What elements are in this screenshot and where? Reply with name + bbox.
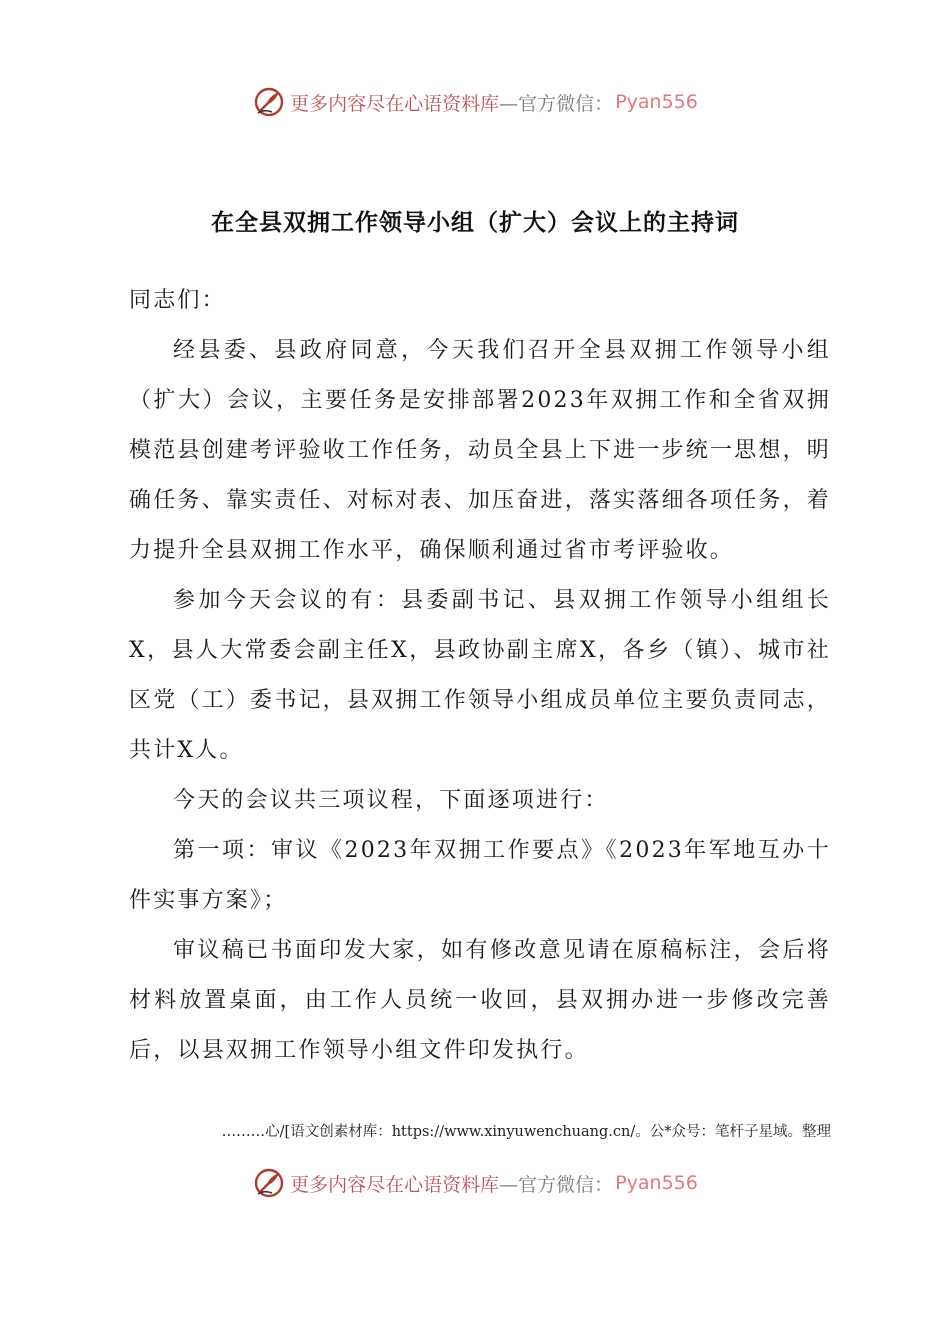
footer-banner — [0, 1163, 950, 1203]
banner-sub-text: —官方微信： — [499, 1173, 614, 1196]
source-line: ………心/[语文创素材库：https://www.xinyuwenchuang.cn/。公*众号：笔杆子星域。整理 — [221, 1124, 831, 1140]
paragraph-4: 第一项：审议《2023年双拥工作要点》《2023年军地互办十件实事方案》； — [129, 838, 831, 913]
paragraph-1: 经县委、县政府同意，今天我们召开全县双拥工作领导小组（扩大）会议，主要任务是安排部署2023年双拥工作和全省双拥模范县创建考评验收工作任务，动员全县上下进一步统一思想，明确任务、靠实责任、对标对表、加压奋进，落实落细各项任务，着力提升全县双拥工作水平，确保顺利通过省市考评验收。 — [129, 338, 831, 563]
paragraph-2: 参加今天会议的有：县委副书记、县双拥工作领导小组组长X，县人大常委会副主任X，县政协副主席X，各乡（镇）、城市社区党（工）委书记，县双拥工作领导小组成员单位主要负责同志，共计X人。 — [129, 588, 831, 763]
document-body — [129, 276, 831, 1076]
paragraph-5: 审议稿已书面印发大家，如有修改意见请在原稿标注，会后将材料放置桌面，由工作人员统一收回，县双拥办进一步修改完善后，以县双拥工作领导小组文件印发执行。 — [129, 938, 831, 1063]
banner-wechat-id: Pyan556 — [615, 91, 698, 113]
document-title: 在全县双拥工作领导小组（扩大）会议上的主持词 — [211, 210, 739, 236]
paragraph-3: 今天的会议共三项议程，下面逐项进行： — [173, 788, 609, 813]
quill-logo-icon — [252, 85, 286, 119]
banner-wechat-id: Pyan556 — [615, 1172, 698, 1194]
banner-main-text: 更多内容尽在心语资料库 — [290, 92, 500, 115]
header-banner — [0, 82, 950, 122]
banner-sub-text: —官方微信： — [499, 92, 614, 115]
banner-main-text: 更多内容尽在心语资料库 — [290, 1173, 500, 1196]
salutation: 同志们： — [129, 288, 226, 313]
quill-logo-icon — [252, 1166, 286, 1200]
